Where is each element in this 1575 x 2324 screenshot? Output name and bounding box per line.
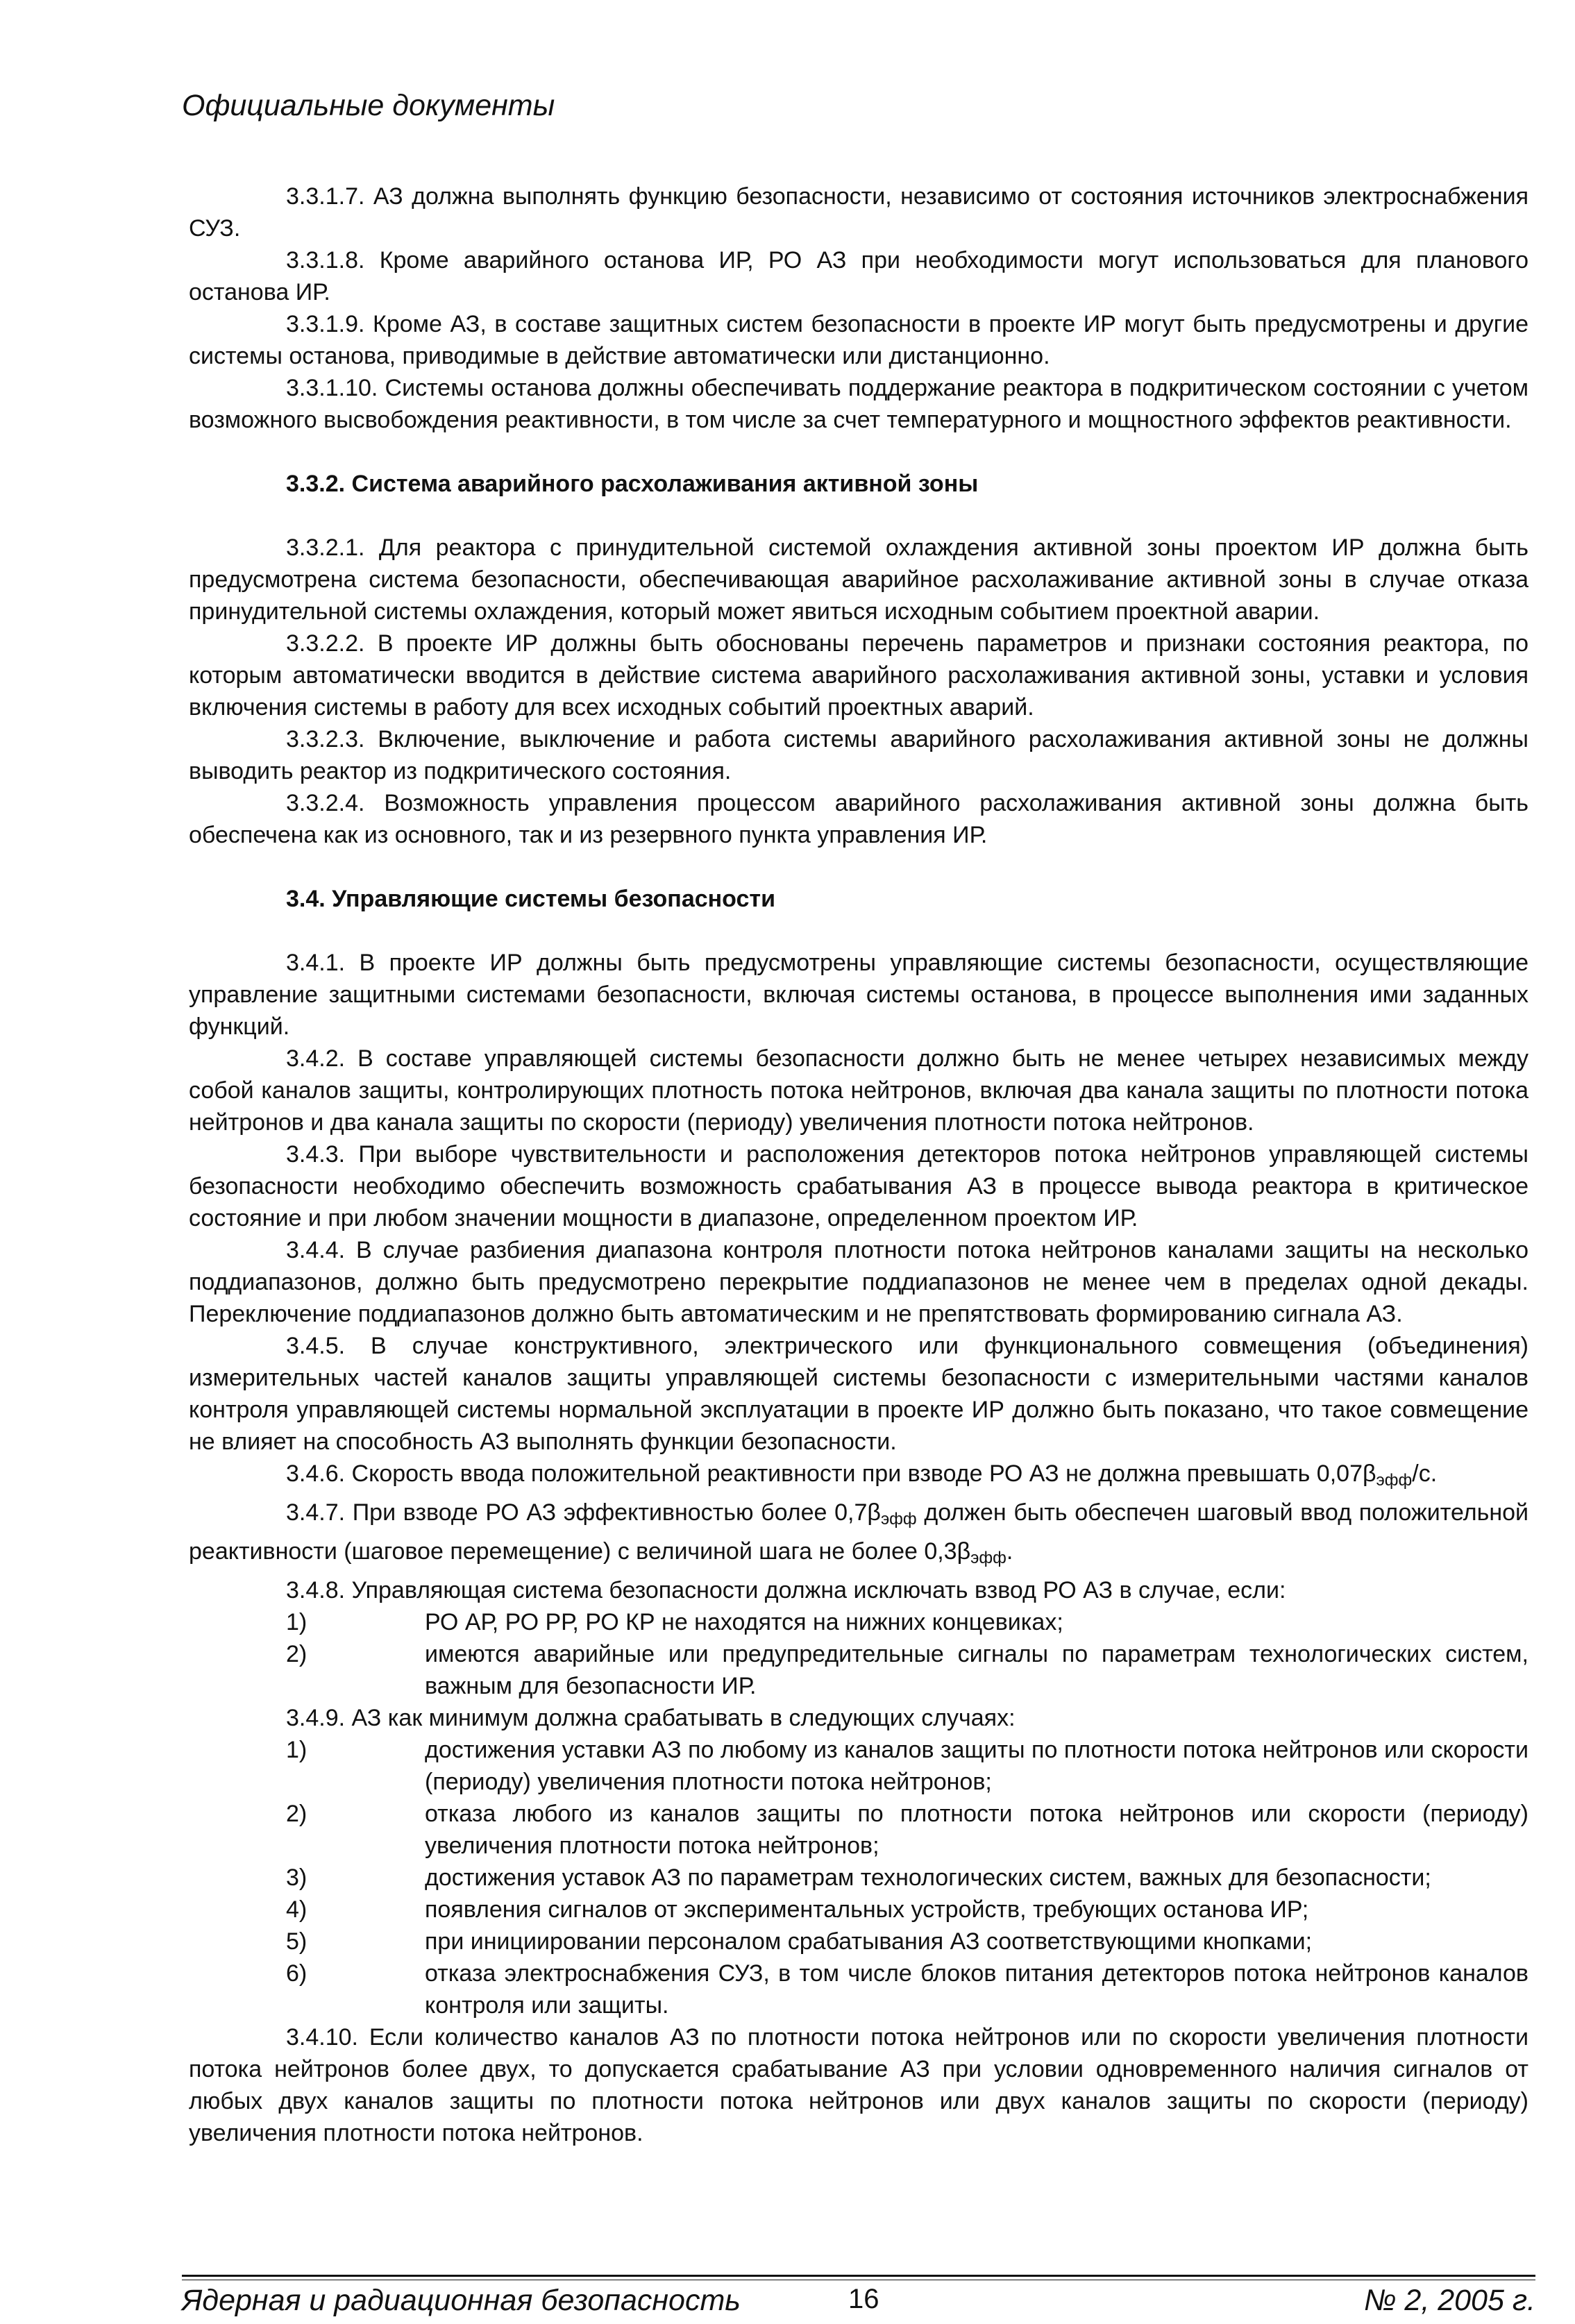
paragraph-3-4-6-unit: /с. <box>1412 1460 1438 1487</box>
list-item-text: появления сигналов от экспериментальных устройств, требующих останова ИР; <box>425 1896 1309 1923</box>
issue-number: № 2, 2005 г. <box>1363 2284 1535 2317</box>
paragraph-3-3-1-9: 3.3.1.9. Кроме АЗ, в составе защитных систем безопасности в проекте ИР могут быть предусмотрены и другие системы останова, приводимые в действие автоматически или дистанционно. <box>189 311 1528 369</box>
list-item <box>189 1638 1528 1702</box>
list-item-text: достижения уставок АЗ по параметрам технологических систем, важных для безопасности; <box>425 1864 1431 1891</box>
list-3-4-8 <box>189 1606 1528 1702</box>
list-item-number: 5) <box>286 1928 308 1955</box>
list-item-text: достижения уставки АЗ по любому из каналов защиты по плотности потока нейтронов или скорости (периоду) увеличения плотности потока нейтронов; <box>425 1737 1528 1795</box>
beta-eff-subscript: эфф <box>880 1510 917 1529</box>
paragraph-3-4-10: 3.4.10. Если количество каналов АЗ по плотности потока нейтронов или по скорости увеличения плотности потока нейтронов более двух, то допускается срабатывание АЗ при условии одновременного наличия сигналов от любых двух каналов защиты по плотности потока нейтронов или двух каналов защиты по скорости (периоду) увеличения плотности потока нейтронов. <box>189 2024 1528 2146</box>
list-item-number: 3) <box>286 1864 308 1891</box>
document-body <box>189 180 1528 2149</box>
paragraph-3-4-7-text-c: . <box>1006 1538 1013 1565</box>
list-3-4-9 <box>189 1734 1528 2021</box>
running-header: Официальные документы <box>182 89 555 122</box>
beta-eff-subscript: эфф <box>1376 1471 1413 1490</box>
list-item-number: 1) <box>286 1737 308 1763</box>
paragraph-3-4-9: 3.4.9. АЗ как минимум должна срабатывать в следующих случаях: <box>286 1705 1016 1731</box>
list-item-number: 6) <box>286 1960 308 1987</box>
paragraph-3-3-1-10: 3.3.1.10. Системы останова должны обеспечивать поддержание реактора в подкритическом состоянии с учетом возможного высвобождения реактивности, в том числе за счет температурного и мощностного эффектов реактивности. <box>189 375 1528 433</box>
paragraph-3-3-2-1: 3.3.2.1. Для реактора с принудительной системой охлаждения активной зоны проектом ИР должна быть предусмотрена система безопасности, обеспечивающая аварийное расхолаживание активной зоны в случае отказа принудительной системы охлаждения, который может явиться исходным событием проектной аварии. <box>189 534 1528 625</box>
beta-eff-subscript: эфф <box>970 1549 1007 1567</box>
paragraph-3-4-2: 3.4.2. В составе управляющей системы безопасности должно быть не менее четырех независимых между собой каналов защиты, контролирующих плотность потока нейтронов, включая два канала защиты по плотности потока нейтронов и два канала защиты по скорости (периоду) увеличения плотности потока нейтронов. <box>189 1045 1528 1136</box>
footer-rule-thick <box>182 2275 1535 2277</box>
section-heading-3-4: 3.4. Управляющие системы безопасности <box>286 886 775 912</box>
list-item <box>189 1957 1528 2021</box>
running-footer <box>182 2284 1535 2318</box>
list-item-number: 2) <box>286 1641 308 1667</box>
list-item-number: 4) <box>286 1896 308 1923</box>
paragraph-3-4-6-text: 3.4.6. Скорость ввода положительной реактивности при взводе РО АЗ не должна превышать 0,07β <box>286 1460 1376 1487</box>
paragraph-3-4-7 <box>189 1497 1528 1574</box>
list-item <box>189 1862 1528 1894</box>
paragraph-3-4-5: 3.4.5. В случае конструктивного, электрического или функционального совмещения (объединения) измерительных частей каналов защиты управляющей системы безопасности с измерительными частями каналов контроля управляющей системы нормальной эксплуатации в проекте ИР должно быть показано, что такое совмещение не влияет на способность АЗ выполнять функции безопасности. <box>189 1333 1528 1455</box>
paragraph-3-4-7-text-b: должен быть обеспечен шаговый ввод положительной реактивности (шаговое перемещение) с величиной шага не более 0,3β <box>189 1499 1528 1565</box>
list-item-text: РО АР, РО РР, РО КР не находятся на нижних концевиках; <box>425 1609 1063 1635</box>
list-item <box>189 1926 1528 1957</box>
list-item-text: имеются аварийные или предупредительные сигналы по параметрам технологических систем, важным для безопасности ИР. <box>425 1641 1528 1699</box>
section-heading-3-3-2: 3.3.2. Система аварийного расхолаживания активной зоны <box>286 471 979 497</box>
list-item <box>189 1798 1528 1862</box>
paragraph-3-3-2-4: 3.3.2.4. Возможность управления процессом аварийного расхолаживания активной зоны должна быть обеспечена как из основного, так и из резервного пункта управления ИР. <box>189 790 1528 848</box>
page-number: 16 <box>848 2284 879 2314</box>
list-item-number: 2) <box>286 1801 308 1827</box>
list-item <box>189 1606 1528 1638</box>
paragraph-3-4-3: 3.4.3. При выборе чувствительности и расположения детекторов потока нейтронов управляющей системы безопасности необходимо обеспечить возможность срабатывания АЗ в процессе вывода реактора в критическое состояние и при любом значении мощности в диапазоне, определенном проектом ИР. <box>189 1141 1528 1231</box>
list-item-text: отказа любого из каналов защиты по плотности потока нейтронов или скорости (периоду) увеличения плотности потока нейтронов; <box>425 1801 1528 1859</box>
list-item <box>189 1894 1528 1926</box>
list-item <box>189 1734 1528 1798</box>
paragraph-3-3-1-8: 3.3.1.8. Кроме аварийного останова ИР, РО АЗ при необходимости могут использоваться для планового останова ИР. <box>189 247 1528 305</box>
paragraph-3-4-7-text-a: 3.4.7. При взводе РО АЗ эффективностью более 0,7β <box>286 1499 881 1526</box>
paragraph-3-4-4: 3.4.4. В случае разбиения диапазона контроля плотности потока нейтронов каналами защиты на несколько поддиапазонов, должно быть предусмотрено перекрытие поддиапазонов не менее чем в пределах одной декады. Переключение поддиапазонов должно быть автоматическим и не препятствовать формированию сигнала АЗ. <box>189 1237 1528 1327</box>
paragraph-3-4-6 <box>189 1458 1528 1497</box>
paragraph-3-3-1-7: 3.3.1.7. АЗ должна выполнять функцию безопасности, независимо от состояния источников электроснабжения СУЗ. <box>189 183 1528 242</box>
paragraph-3-3-2-3: 3.3.2.3. Включение, выключение и работа системы аварийного расхолаживания активной зоны не должны выводить реактор из подкритического состояния. <box>189 726 1528 784</box>
journal-title: Ядерная и радиационная безопасность <box>182 2284 741 2317</box>
list-item-text: отказа электроснабжения СУЗ, в том числе блоков питания детекторов потока нейтронов каналов контроля или защиты. <box>425 1960 1528 2019</box>
paragraph-3-3-2-2: 3.3.2.2. В проекте ИР должны быть обоснованы перечень параметров и признаки состояния реактора, по которым автоматически вводится в действие система аварийного расхолаживания активной зоны, уставки и условия включения системы в работу для всех исходных событий проектных аварий. <box>189 630 1528 721</box>
paragraph-3-4-1: 3.4.1. В проекте ИР должны быть предусмотрены управляющие системы безопасности, осуществляющие управление защитными системами безопасности, включая системы останова, в процессе выполнения ими заданных функций. <box>189 950 1528 1040</box>
list-item-text: при инициировании персоналом срабатывания АЗ соответствующими кнопками; <box>425 1928 1313 1955</box>
paragraph-3-4-8: 3.4.8. Управляющая система безопасности должна исключать взвод РО АЗ в случае, если: <box>286 1577 1286 1603</box>
list-item-number: 1) <box>286 1609 308 1635</box>
